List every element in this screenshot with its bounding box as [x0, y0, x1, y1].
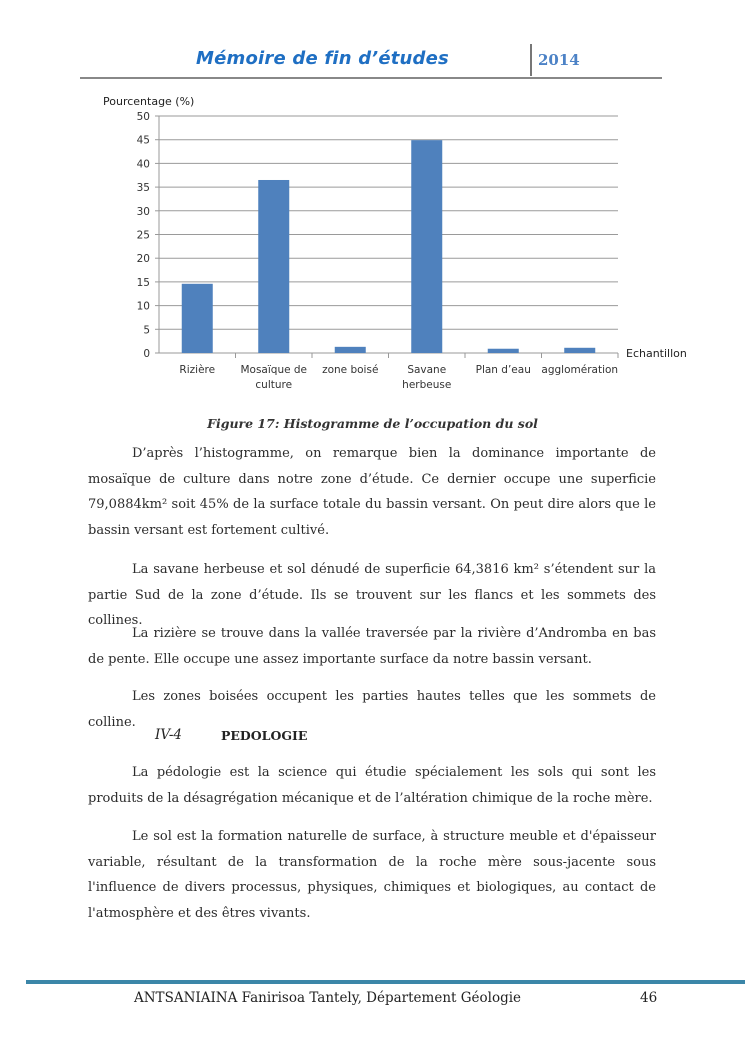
bar — [258, 180, 289, 353]
y-tick-label: 35 — [136, 182, 150, 195]
y-tick-label: 20 — [136, 253, 150, 266]
y-tick-label: 25 — [136, 229, 150, 242]
x-axis-label: Echantillon — [626, 347, 687, 360]
paragraph-2: La savane herbeuse et sol dénudé de superficie 64,3816 km² s’étendent sur la partie Sud de la zone d’étude. Ils se trouvent sur les flancs et les sommets des collines. — [88, 562, 656, 628]
y-tick-label: 15 — [136, 276, 150, 289]
paragraph-4: Les zones boisées occupent les parties hautes telles que les sommets de colline. — [88, 689, 656, 730]
x-tick-label: culture — [255, 379, 293, 391]
y-tick-label: 40 — [136, 158, 150, 171]
bar — [564, 348, 595, 353]
bar — [182, 284, 213, 353]
figure-caption: Figure 17: Histogramme de l’occupation du sol — [207, 416, 538, 431]
bar — [411, 140, 442, 353]
x-tick-label: Savane — [407, 364, 447, 376]
section-number: IV-4 — [155, 727, 182, 743]
y-tick-label: 10 — [136, 300, 150, 313]
paragraph-6: Le sol est la formation naturelle de surface, à structure meuble et d'épaisseur variable, résultant de la transformation de la roche mère sous-jacente sous l'influence de divers processus, physiques, chimiques et biologiques, au contact de l'atmosphère et des êtres vivants. — [88, 829, 656, 921]
paragraph-3: La rizière se trouve dans la vallée traversée par la rivière d’Andromba en bas de pente. Elle occupe une assez importante surface da notre bassin versant. — [88, 626, 656, 667]
x-tick-label: Plan d’eau — [475, 364, 531, 376]
header-divider — [530, 44, 532, 76]
paragraph-1: D’après l’histogramme, on remarque bien la dominance importante de mosaïque de culture dans notre zone d’étude. Ce dernier occupe une superficie 79,0884km² soit 45% de la surface totale du bassin versant. On peut dire alors que le bassin versant est fortement cultivé. — [88, 446, 656, 538]
footer-author: ANTSANIAINA Fanirisoa Tantely, Département Géologie — [134, 990, 522, 1006]
y-tick-label: 5 — [143, 324, 150, 337]
y-tick-label: 0 — [143, 348, 150, 360]
footer-rule — [26, 980, 745, 984]
x-tick-label: Mosaïque de — [240, 364, 308, 376]
x-tick-label: Rizière — [179, 364, 216, 376]
header-rule — [80, 77, 662, 79]
paragraph-5: La pédologie est la science qui étudie spécialement les sols qui sont les produits de la désagrégation mécanique et de l’altération chimique de la roche mère. — [88, 765, 656, 806]
header-year: 2014 — [538, 51, 580, 69]
y-axis-label: Pourcentage (%) — [103, 95, 195, 108]
land-use-bar-chart — [90, 88, 700, 398]
x-tick-label: herbeuse — [402, 379, 452, 391]
y-tick-label: 45 — [136, 134, 150, 147]
x-tick-label: agglomération — [541, 364, 619, 376]
y-tick-label: 50 — [136, 111, 150, 123]
y-tick-label: 30 — [136, 205, 150, 218]
page-number: 46 — [640, 990, 658, 1006]
section-title: PEDOLOGIE — [221, 728, 308, 743]
header-title: Mémoire de fin d’études — [196, 48, 449, 69]
x-tick-label: zone boisé — [322, 364, 379, 376]
bar — [488, 349, 519, 353]
bar — [335, 347, 366, 353]
